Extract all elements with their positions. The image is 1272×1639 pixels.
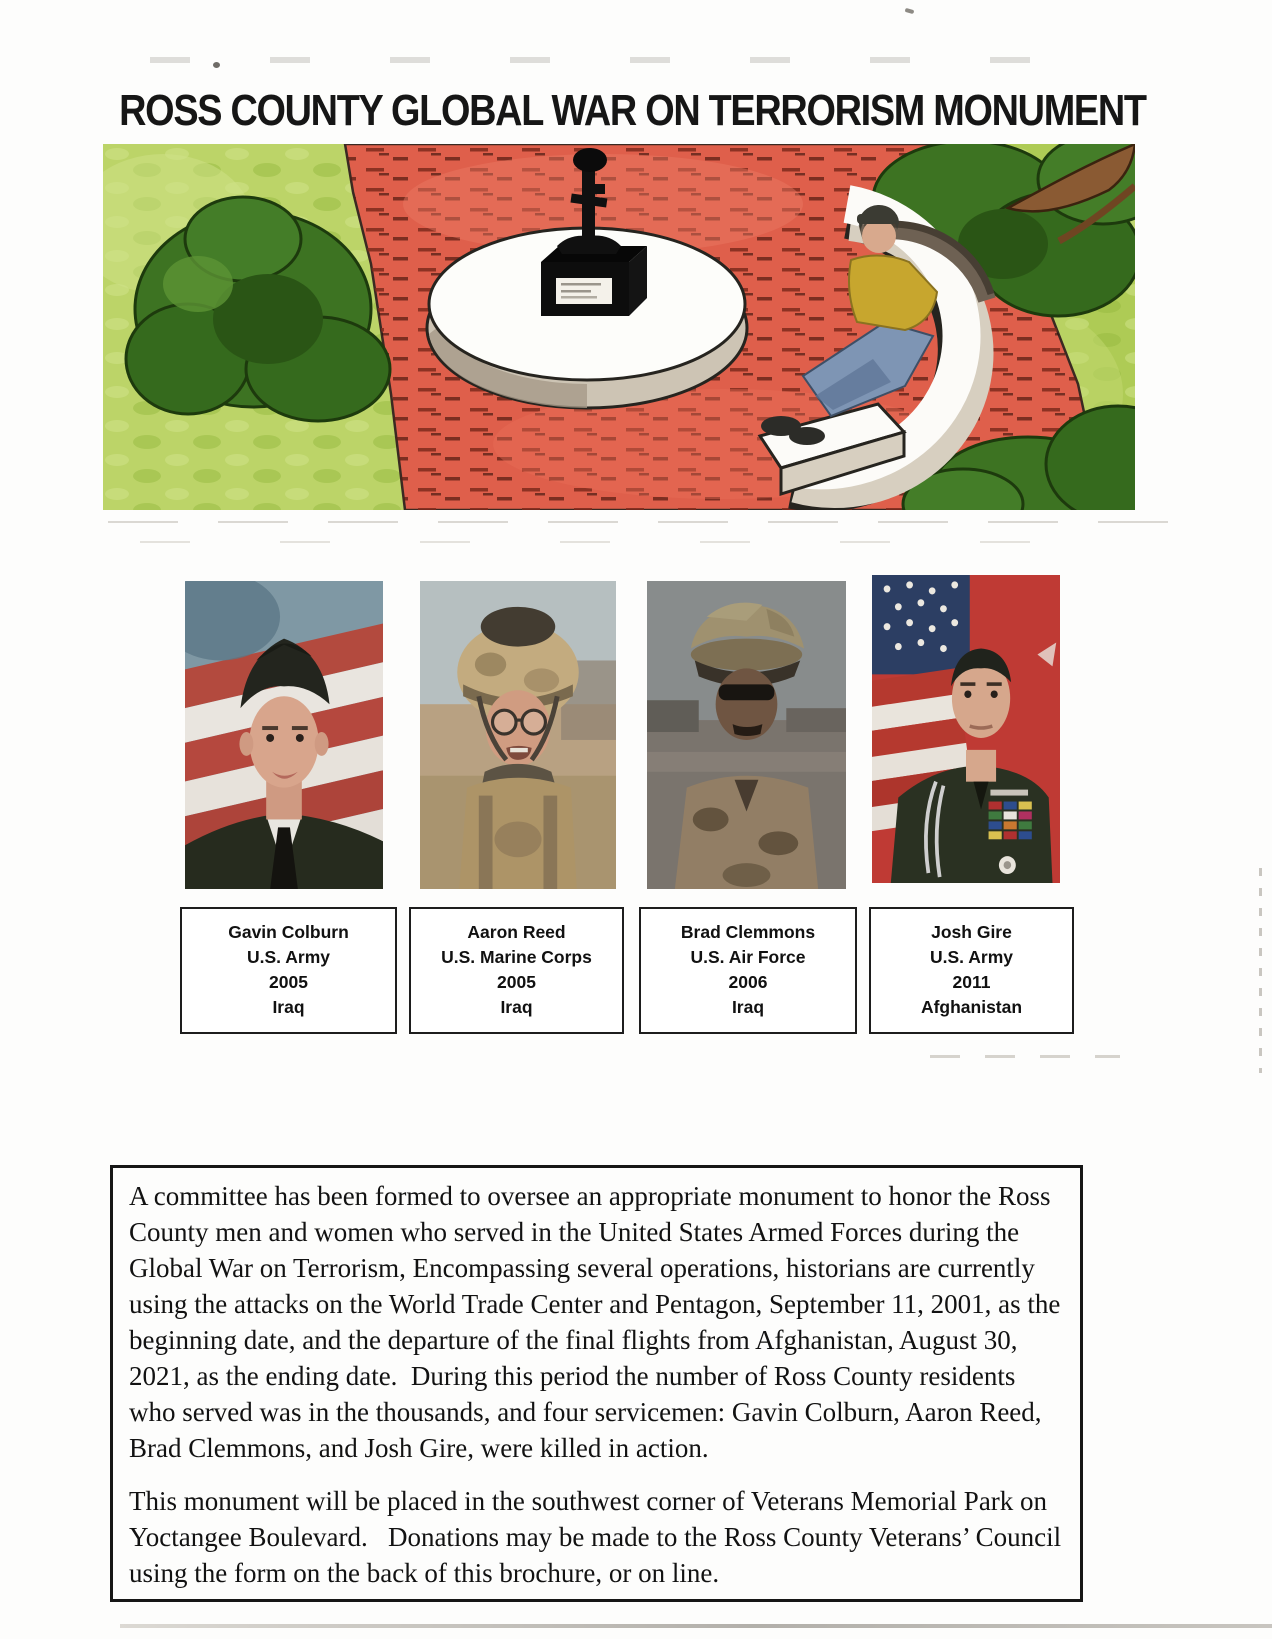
serviceman-year: 2005 bbox=[497, 972, 536, 992]
monument-drawing bbox=[103, 144, 1135, 510]
monument-illustration bbox=[103, 144, 1135, 510]
scan-line bbox=[930, 1055, 1120, 1058]
scan-mark bbox=[905, 8, 915, 14]
info-paragraph-2: This monument will be placed in the southwest corner of Veterans Memorial Park on Yoctangee Boulevard. Donations may be made to the Ross County Veterans’ Council using the form on the back of this brochure, or on line. bbox=[129, 1486, 1068, 1588]
serviceman-year: 2006 bbox=[728, 972, 768, 992]
info-box bbox=[110, 1165, 1083, 1602]
serviceman-location: Iraq bbox=[731, 997, 765, 1017]
serviceman-location: Afghanistan bbox=[920, 997, 1023, 1017]
serviceman-name: Gavin Colburn bbox=[228, 922, 349, 942]
photo-josh-gire bbox=[872, 575, 1060, 883]
serviceman-year: 2005 bbox=[269, 972, 308, 992]
scan-line-bottom bbox=[120, 1624, 1272, 1628]
caption-aaron-reed bbox=[409, 907, 624, 1034]
photo-aaron-reed bbox=[420, 581, 616, 889]
caption-josh-gire bbox=[869, 907, 1074, 1034]
serviceman-name: Aaron Reed bbox=[467, 922, 566, 942]
serviceman-branch: U.S. Army bbox=[930, 947, 1013, 967]
caption-brad-clemmons bbox=[639, 907, 857, 1034]
photo-gavin-colburn bbox=[185, 581, 383, 889]
serviceman-year: 2011 bbox=[952, 972, 991, 992]
serviceman-location: Iraq bbox=[272, 997, 305, 1017]
photo-brad-clemmons bbox=[647, 581, 846, 889]
serviceman-name: Josh Gire bbox=[931, 922, 1012, 942]
serviceman-name: Brad Clemmons bbox=[680, 922, 816, 942]
serviceman-location: Iraq bbox=[500, 997, 533, 1017]
scan-line bbox=[140, 541, 1040, 543]
scan-line bbox=[108, 521, 1168, 523]
scan-smudge bbox=[150, 57, 1060, 63]
serviceman-branch: U.S. Air Force bbox=[690, 947, 806, 967]
serviceman-branch: U.S. Marine Corps bbox=[441, 947, 592, 967]
serviceman-branch: U.S. Army bbox=[247, 947, 330, 967]
scan-dots bbox=[1259, 868, 1262, 1073]
page-title: ROSS COUNTY GLOBAL WAR ON TERRORISM MONUMENT bbox=[119, 86, 1146, 135]
scan-mark bbox=[213, 62, 220, 68]
caption-gavin-colburn bbox=[180, 907, 397, 1034]
info-paragraph-1: A committee has been formed to oversee an appropriate monument to honor the Ross County men and women who served in the United States Armed Forces during the Global War on Terrorism, Encompassing several operations, historians are currently using the attacks on the World Trade Center and Pentagon, September 11, 2001, as the beginning date, and the departure of the final flights from Afghanistan, August 30, 2021, as the ending date. During this period the number of Ross County residents who served was in the thousands, and four servicemen: Gavin Colburn, Aaron Reed, Brad Clemmons, and Josh Gire, were killed in action. bbox=[129, 1181, 1068, 1463]
